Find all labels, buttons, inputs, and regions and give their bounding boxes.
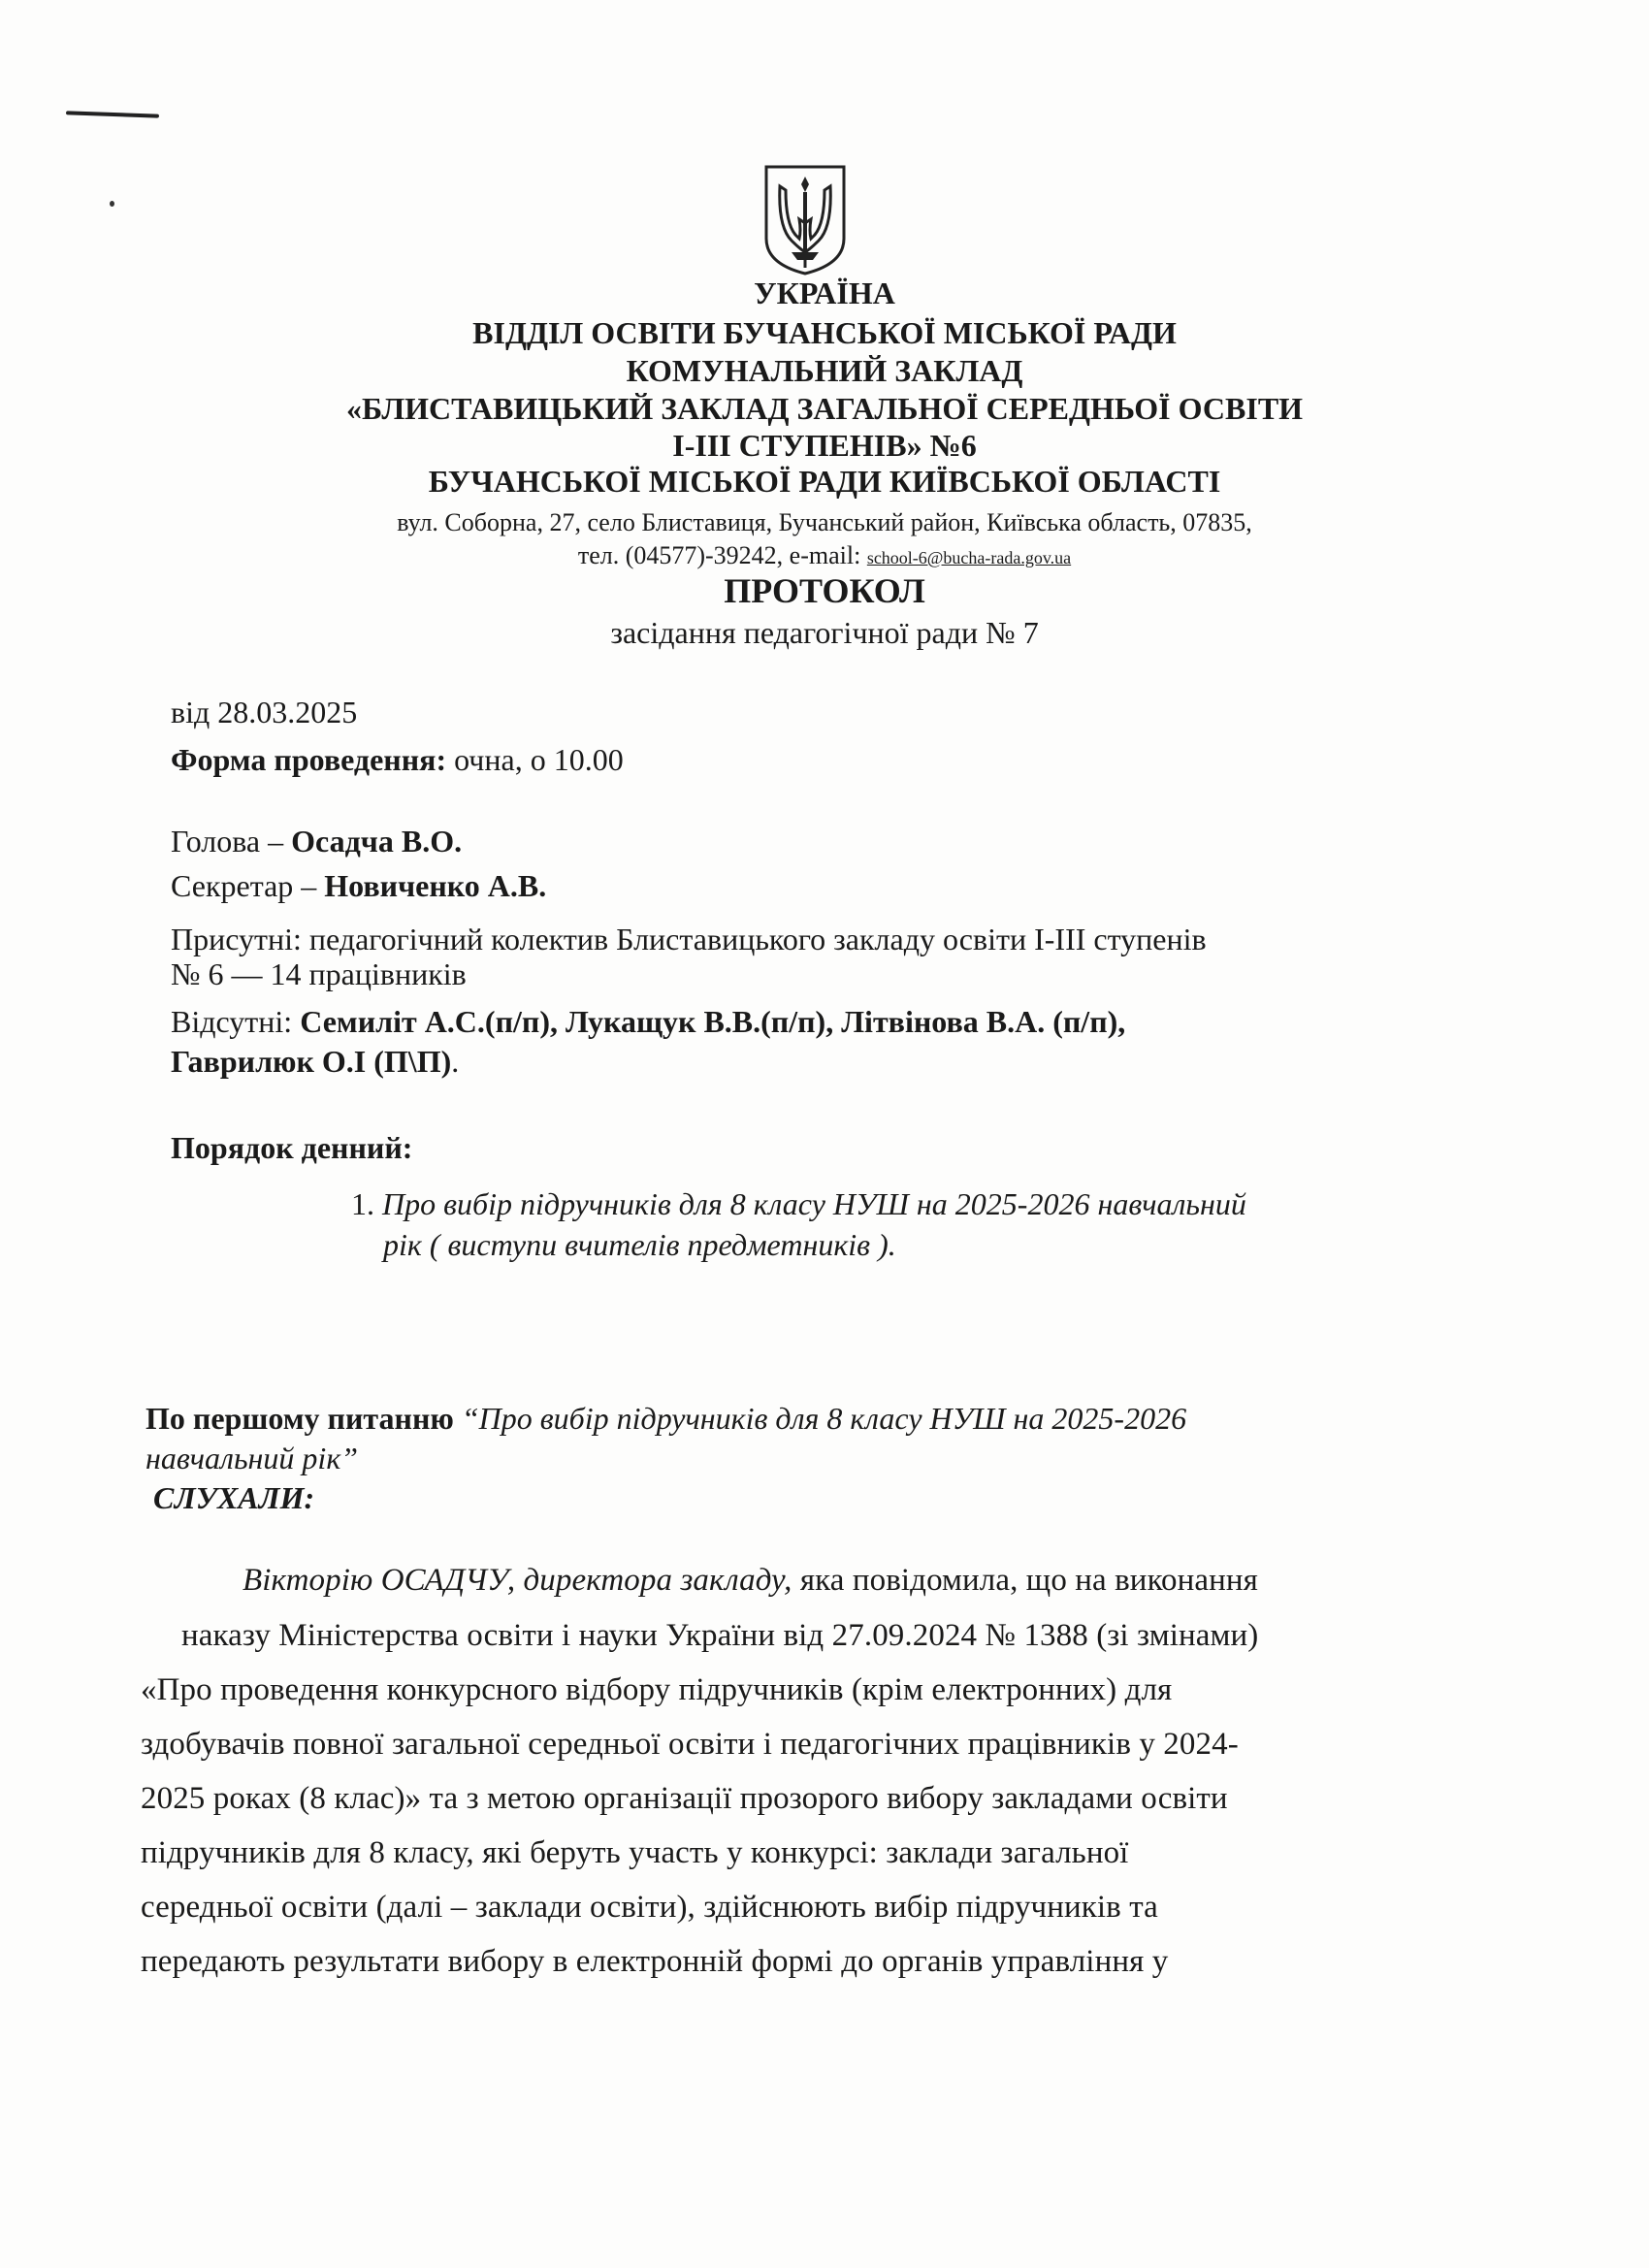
document-subtitle: засідання педагогічної ради № 7: [610, 615, 1039, 650]
meeting-date: від 28.03.2025: [171, 695, 358, 729]
body-line-1: наказу Міністерства освіти і науки України від 27.09.2024 № 1388 (зі змінами): [181, 1618, 1259, 1653]
meeting-form-label: Форма проведення:: [171, 742, 447, 777]
first-question-label: По першому питанню: [146, 1401, 454, 1436]
header-institution-name-1: «БЛИСТАВИЦЬКИЙ ЗАКЛАД ЗАГАЛЬНОЇ СЕРЕДНЬОЇ ОСВІТИ: [345, 391, 1304, 426]
agenda-item-text-1: Про вибір підручників для 8 класу НУШ на 2025-2026 навчальний: [382, 1186, 1246, 1221]
header-institution-name-2: І-ІІІ СТУПЕНІВ» №6: [672, 428, 977, 463]
chair-line: [171, 823, 462, 859]
body-line-3: здобувачів повної загальної середньої освіти і педагогічних працівників у 2024-: [141, 1727, 1239, 1762]
header-address: вул. Соборна, 27, село Блиставиця, Бучанський район, Київська область, 07835,: [397, 508, 1252, 536]
coat-of-arms-icon: [762, 163, 848, 277]
listened-heading: СЛУХАЛИ:: [153, 1480, 315, 1515]
body-line-7: передають результати вибору в електронній формі до органів управління у: [141, 1944, 1169, 1979]
body-line-0: [242, 1561, 1258, 1600]
header-email-link[interactable]: school-6@bucha-rada.gov.ua: [866, 548, 1072, 567]
body-line-2: «Про проведення конкурсного відбору підручників (крім електронних) для: [141, 1672, 1173, 1707]
meeting-form: [171, 741, 624, 778]
chair-label: Голова –: [171, 824, 292, 859]
agenda-heading: Порядок денний:: [171, 1130, 413, 1165]
chair-name: Осадча В.О.: [291, 824, 463, 859]
first-question-topic-2: навчальний рік”: [146, 1441, 359, 1475]
agenda-item-1: [351, 1185, 1246, 1222]
body-first-text: яка повідомила, що на виконання: [792, 1563, 1258, 1598]
secretary-name: Новиченко А.В.: [324, 868, 547, 903]
header-phone: тел. (04577)-39242, e-mail:: [577, 541, 867, 569]
agenda-item-text-2: рік ( виступи вчителів предметників ).: [383, 1227, 896, 1262]
secretary-label: Секретар –: [171, 868, 325, 903]
header-institution-name-3: БУЧАНСЬКОЇ МІСЬКОЇ РАДИ КИЇВСЬКОЇ ОБЛАСТІ: [428, 464, 1221, 499]
absent-line-2: [171, 1043, 459, 1080]
secretary-line: [171, 867, 546, 904]
document-title: ПРОТОКОЛ: [724, 571, 925, 610]
scan-artifact-dash: [66, 111, 159, 117]
body-line-6: середньої освіти (далі – заклади освіти), здійснюють вибір підручників та: [141, 1890, 1158, 1925]
agenda-item-number: 1.: [351, 1186, 382, 1221]
absent-line-1: [171, 1003, 1125, 1040]
scan-artifact-dot: [110, 201, 114, 207]
meeting-form-value: очна, о 10.00: [446, 742, 624, 777]
absent-names-2: Гаврилюк О.І (П\П): [171, 1044, 452, 1079]
header-institution-type: КОМУНАЛЬНИЙ ЗАКЛАД: [626, 353, 1023, 388]
body-line-4: 2025 роках (8 клас)» та з метою організації прозорого вибору закладами освіти: [141, 1781, 1228, 1816]
present-line-1: Присутні: педагогічний колектив Блиставицького закладу освіти І-ІІІ ступенів: [171, 922, 1207, 956]
first-question-topic-1: “Про вибір підручників для 8 класу НУШ на 2025-2026: [453, 1401, 1187, 1436]
present-line-2: № 6 — 14 працівників: [171, 956, 467, 991]
header-contacts: [0, 541, 1649, 572]
absent-names-1: Семиліт А.С.(п/п), Лукащук В.В.(п/п), Літвінова В.А. (п/п),: [300, 1004, 1126, 1039]
header-department: ВІДДІЛ ОСВІТИ БУЧАНСЬКОЇ МІСЬКОЇ РАДИ: [472, 315, 1177, 350]
absent-end: .: [451, 1044, 460, 1079]
speaker-name: Вікторію ОСАДЧУ, директора закладу,: [242, 1563, 792, 1598]
header-country: УКРАЇНА: [754, 275, 895, 310]
absent-label: Відсутні:: [171, 1004, 301, 1039]
first-question-line-1: [146, 1400, 1186, 1437]
body-line-5: підручників для 8 класу, які беруть участь у конкурсі: заклади загальної: [141, 1835, 1129, 1870]
